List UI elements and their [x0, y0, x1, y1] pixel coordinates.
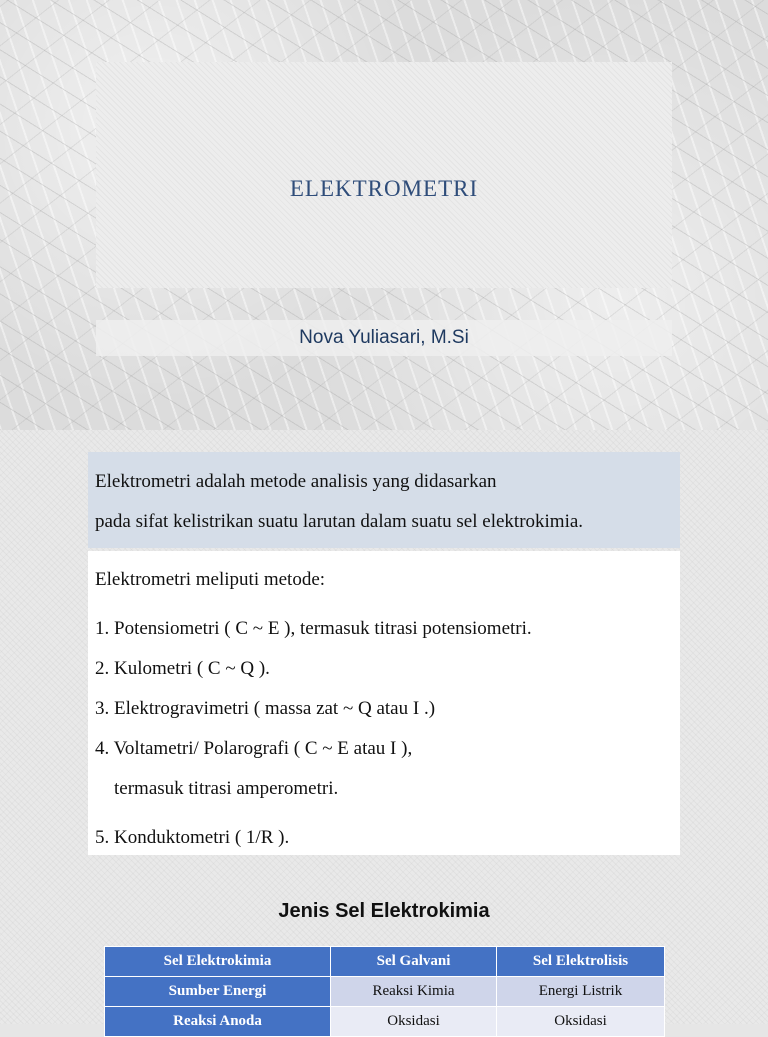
- table-header-row: [105, 947, 665, 977]
- list-item: 5. Konduktometri ( 1/R ).: [95, 827, 290, 848]
- list-item: 3. Elektrogravimetri ( massa zat ~ Q atau I .): [95, 698, 436, 719]
- list-item: 1. Potensiometri ( C ~ E ), termasuk titrasi potensiometri.: [95, 618, 532, 639]
- slide-title: ELEKTROMETRI: [289, 176, 479, 201]
- table-title: Jenis Sel Elektrokimia: [278, 900, 490, 922]
- definition-box: [88, 452, 680, 548]
- author-name: Nova Yuliasari, M.Si: [299, 327, 469, 348]
- table-row-header: Reaksi Anoda: [105, 1007, 331, 1037]
- definition-line-1: Elektrometri adalah metode analisis yang didasarkan: [95, 471, 497, 492]
- list-item: termasuk titrasi amperometri.: [95, 778, 339, 799]
- cell-types-table: [104, 946, 665, 1037]
- table-row: [105, 977, 665, 1007]
- table-row: [105, 1007, 665, 1037]
- table-cell: Energi Listrik: [497, 977, 665, 1007]
- list-item: 2. Kulometri ( C ~ Q ).: [95, 658, 270, 679]
- title-panel: [96, 62, 672, 288]
- definition-line-2: pada sifat kelistrikan suatu larutan dalam suatu sel elektrokimia.: [95, 511, 584, 532]
- table-row-header: Sumber Energi: [105, 977, 331, 1007]
- table-cell: Oksidasi: [331, 1007, 497, 1037]
- list-item: 4. Voltametri/ Polarografi ( C ~ E atau I ),: [95, 738, 413, 759]
- table-cell: Oksidasi: [497, 1007, 665, 1037]
- table-cell: Reaksi Kimia: [331, 977, 497, 1007]
- methods-intro: Elektrometri meliputi metode:: [95, 569, 326, 590]
- table-header-cell: Sel Elektrolisis: [497, 947, 665, 977]
- methods-list: [88, 551, 680, 855]
- table-header-cell: Sel Galvani: [331, 947, 497, 977]
- author-panel: [96, 320, 672, 356]
- table-header-cell: Sel Elektrokimia: [105, 947, 331, 977]
